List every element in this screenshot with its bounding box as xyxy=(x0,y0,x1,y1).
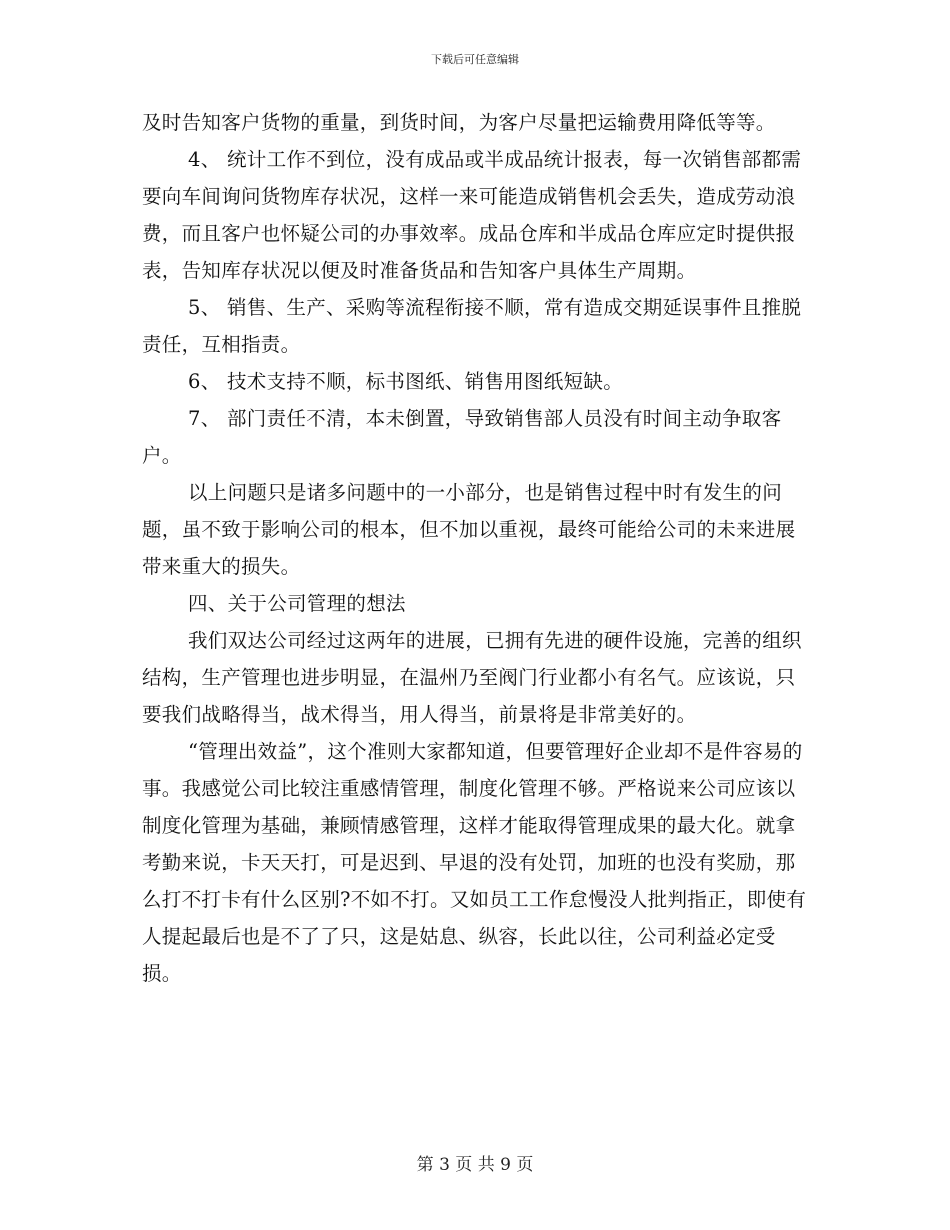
paragraph: 5、 销售、生产、采购等流程衔接不顺，常有造成交期延误事件且推脱责任，互相指责。 xyxy=(142,296,802,356)
paragraph: 4、 统计工作不到位，没有成品或半成品统计报表，每一次销售部都需要向车间询问货物库存状况，这样一来可能造成销售机会丢失，造成劳动浪费，而且客户也怀疑公司的办事效率。成品仓库和半成品仓库应定时提供报表，告知库存状况以便及时准备货品和告知客户具体生产周期。 xyxy=(142,148,802,282)
paragraph: 7、 部门责任不清，本未倒置，导致销售部人员没有时间主动争取客户。 xyxy=(142,407,782,467)
paragraph: 6、 技术支持不顺，标书图纸、销售用图纸短缺。 xyxy=(188,370,624,393)
paragraph: 我们双达公司经过这两年的进展，已拥有先进的硬件设施，完善的组织结构，生产管理也进步明显，在温州乃至阀门行业都小有名气。应该说，只要我们战略得当，战术得当，用人得当，前景将是非常美好的。 xyxy=(142,629,802,726)
document-body xyxy=(142,104,807,992)
page-number-footer: 第 3 页 共 9 页 xyxy=(416,1155,534,1175)
page-header-note: 下载后可任意编辑 xyxy=(431,53,519,66)
paragraph: 以上问题只是诸多问题中的一小部分，也是销售过程中时有发生的问题，虽不致于影响公司的根本，但不加以重视，最终可能给公司的未来进展带来重大的损失。 xyxy=(142,481,796,578)
paragraph: 及时告知客户货物的重量，到货时间，为客户尽量把运输费用降低等等。 xyxy=(142,111,776,134)
paragraph: “管理出效益”，这个准则大家都知道，但要管理好企业却不是件容易的事。我感觉公司比较注重感情管理，制度化管理不够。严格说来公司应该以制度化管理为基础，兼顾情感管理，这样才能取得管理成果的最大化。就拿考勤来说，卡天天打，可是迟到、早退的没有处罚，加班的也没有奖励，那么打不打卡有什么区别?不如不打。又如员工工作怠慢没人批判指正，即使有人提起最后也是不了了只，这是姑息、纵容，长此以往，公司利益必定受损。 xyxy=(142,740,807,985)
section-heading: 四、关于公司管理的想法 xyxy=(188,592,406,615)
